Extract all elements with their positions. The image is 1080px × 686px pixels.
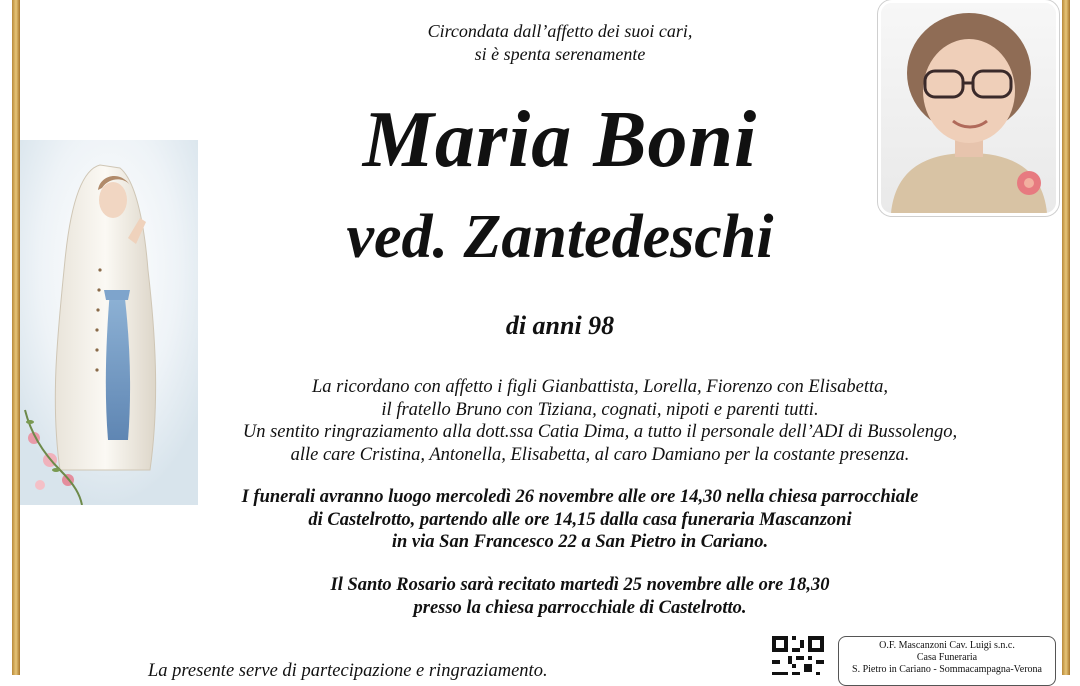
agency-name: O.F. Mascanzoni Cav. Luigi s.n.c. xyxy=(879,640,1015,651)
deceased-age: di anni 98 xyxy=(505,311,615,340)
madonna-image xyxy=(20,140,198,505)
gold-border-left xyxy=(12,0,20,675)
remembrance-text xyxy=(180,376,1020,466)
portrait-photo xyxy=(878,0,1059,216)
participation-note: La presente serve di partecipazione e ringraziamento. xyxy=(148,661,548,681)
deceased-name: Maria Boni xyxy=(362,96,758,184)
remembrance-line: il fratello Bruno con Tiziana, cognati, nipoti e parenti tutti. xyxy=(381,399,819,420)
intro-text xyxy=(300,20,820,66)
funeral-agency-box xyxy=(838,636,1056,686)
funeral-line: di Castelrotto, partendo alle ore 14,15 dalla casa funeraria Mascanzoni xyxy=(308,509,852,530)
remembrance-line: Un sentito ringraziamento alla dott.ssa Catia Dima, a tutto il personale dell’ADI di Bussolengo, xyxy=(242,422,958,442)
agency-type: Casa Funeraria xyxy=(916,652,978,663)
remembrance-line: La ricordano con affetto i figli Gianbattista, Lorella, Fiorenzo con Elisabetta, xyxy=(311,377,889,397)
funeral-line: in via San Francesco 22 a San Pietro in Cariano. xyxy=(391,532,769,552)
intro-line-2: si è spenta serenamente xyxy=(474,44,646,64)
remembrance-line: alle care Cristina, Antonella, Elisabetta, al caro Damiano per la costante presenza. xyxy=(290,444,910,465)
widow-of: ved. Zantedeschi xyxy=(346,203,774,271)
gold-border-right xyxy=(1062,0,1070,675)
funeral-announcement xyxy=(180,486,980,554)
agency-locations: S. Pietro in Cariano - Sommacampagna-Verona xyxy=(852,664,1042,675)
intro-line-1: Circondata dall’affetto dei suoi cari, xyxy=(427,21,693,41)
rosary-announcement xyxy=(180,574,980,619)
qr-code[interactable] xyxy=(772,636,824,675)
rosary-line: Il Santo Rosario sarà recitato martedì 25 novembre alle ore 18,30 xyxy=(330,575,830,595)
rosary-line: presso la chiesa parrocchiale di Castelrotto. xyxy=(413,597,747,618)
funeral-line: I funerali avranno luogo mercoledì 26 novembre alle ore 14,30 nella chiesa parrocchiale xyxy=(241,487,919,507)
